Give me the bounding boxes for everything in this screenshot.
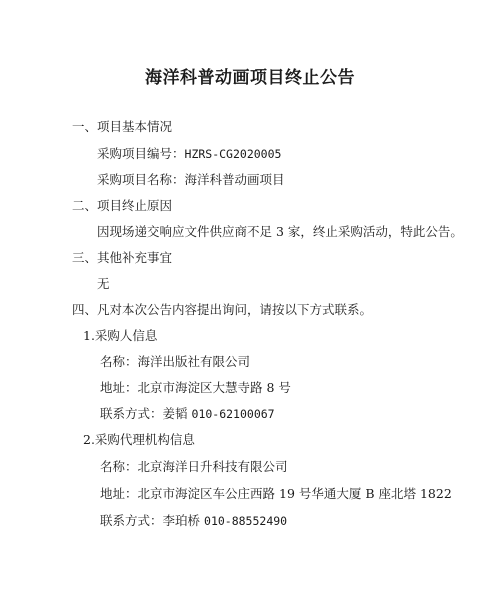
project-name-row [97,172,285,188]
agency-address-value: 北京市海淀区车公庄西路 19 号华通大厦 B 座北塔 1822 [137,486,452,501]
section-2-heading: 二、项目终止原因 [72,198,173,213]
agency-contact-row [100,513,287,529]
agency-name-label: 名称： [100,459,138,474]
purchaser-address-label: 地址： [100,380,138,395]
agency-address-row [100,486,452,502]
purchaser-name-row [100,354,250,370]
supplementary-content: 无 [97,276,110,291]
purchaser-contact-row [100,406,275,422]
purchaser-address-row [100,380,291,396]
purchaser-name-label: 名称： [100,354,138,369]
project-number-row [97,146,281,162]
project-name-value: 海洋科普动画项目 [184,172,285,187]
section-4-heading: 四、凡对本次公告内容提出询问，请按以下方式联系。 [72,302,373,317]
project-number-value: HZRS-CG2020005 [184,147,282,161]
agency-contact-person: 李珀桥 [162,513,201,528]
agency-name-value: 北京海洋日升科技有限公司 [137,459,288,474]
project-number-label: 采购项目编号： [97,146,185,161]
purchaser-address-value: 北京市海淀区大慧寺路 8 号 [137,380,291,395]
purchaser-name-value: 海洋出版社有限公司 [137,354,251,369]
purchaser-heading: 1.采购人信息 [83,328,158,343]
document-title: 海洋科普动画项目终止公告 [145,68,355,88]
agency-address-label: 地址： [100,486,138,501]
agency-contact-phone: 010-88552490 [204,514,288,528]
purchaser-contact-label: 联系方式： [100,406,163,421]
section-1-heading: 一、项目基本情况 [72,119,173,134]
agency-name-row [100,459,288,475]
agency-contact-label: 联系方式： [100,513,163,528]
purchaser-contact-person: 姜韬 [162,406,188,421]
agency-heading: 2.采购代理机构信息 [83,432,195,447]
purchaser-contact-phone: 010-62100067 [191,407,275,421]
termination-reason: 因现场递交响应文件供应商不足 3 家，终止采购活动，特此公告。 [97,224,463,239]
project-name-label: 采购项目名称： [97,172,185,187]
section-3-heading: 三、其他补充事宜 [72,250,173,265]
